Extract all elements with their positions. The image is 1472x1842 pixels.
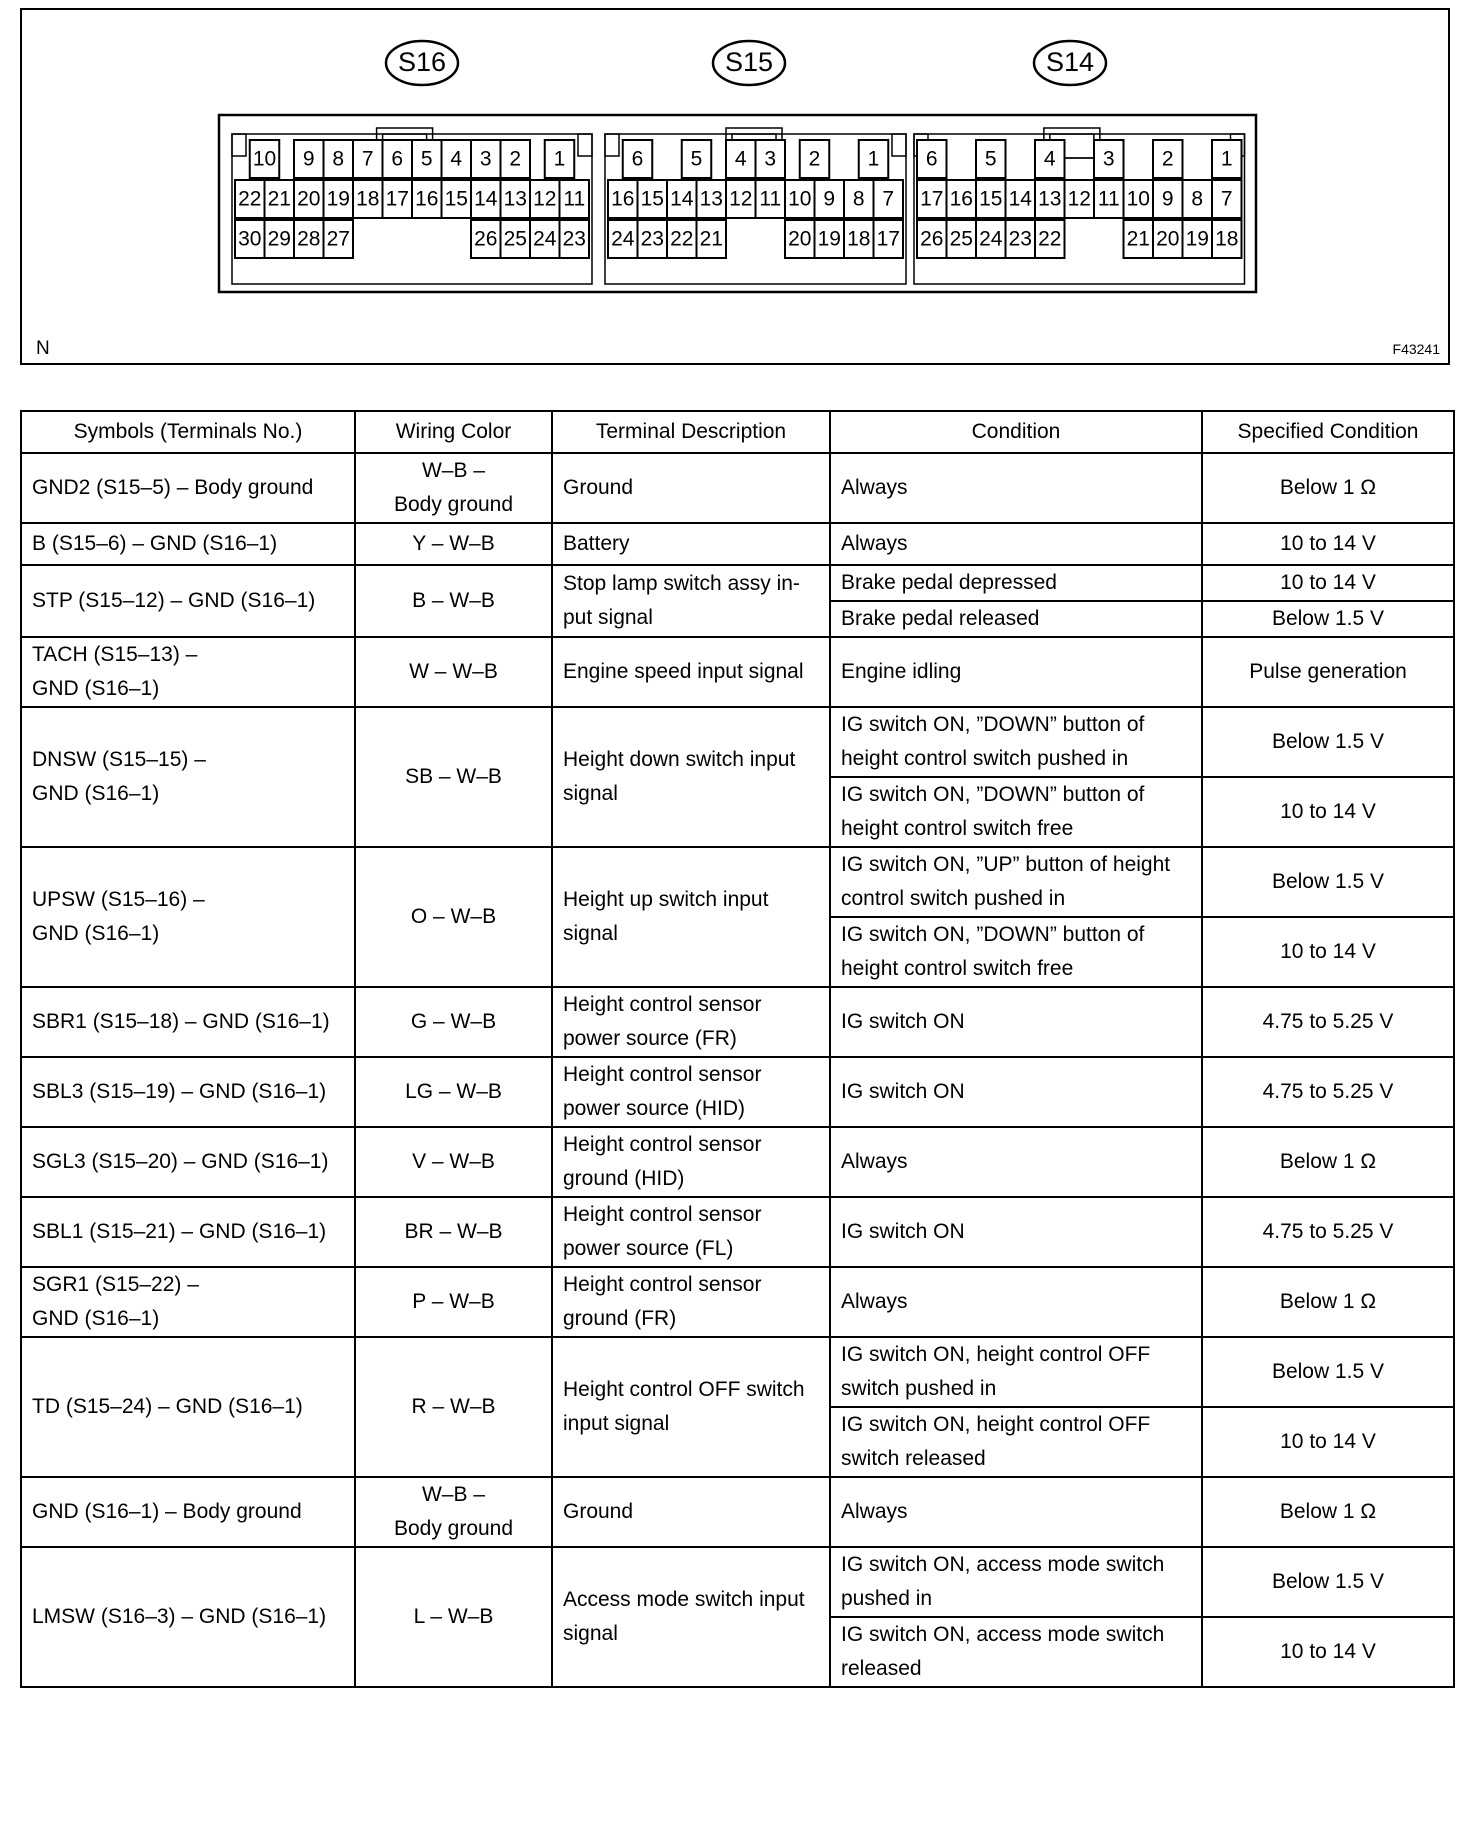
pin-number: 30 [238, 227, 262, 251]
wiring-color-cell: W – W–B [355, 637, 552, 707]
table-row [21, 1477, 1454, 1547]
table-row [21, 637, 1454, 707]
pin-number: 18 [1215, 227, 1239, 251]
description-cell: Height control sensor power source (FL) [552, 1197, 830, 1267]
pin-number: 24 [611, 227, 635, 251]
description-cell: Access mode switch input signal [552, 1547, 830, 1687]
condition-cell: IG switch ON [830, 987, 1202, 1057]
pin-number: 4 [1043, 147, 1056, 171]
condition-cell: IG switch ON, height control OFF switch pushed in [830, 1337, 1202, 1407]
connector-svg [22, 10, 1452, 367]
header-symbols: Symbols (Terminals No.) [21, 411, 355, 453]
spec-cell: Below 1.5 V [1202, 601, 1454, 637]
pin-number: 5 [690, 147, 703, 171]
pin-number: 15 [979, 187, 1003, 211]
spec-cell: 4.75 to 5.25 V [1202, 1197, 1454, 1267]
pin-number: 17 [876, 227, 900, 251]
condition-cell: IG switch ON, ”DOWN” button of height control switch pushed in [830, 707, 1202, 777]
pin-number: 21 [267, 187, 291, 211]
connector-label: S14 [1045, 47, 1095, 78]
pin-number: 11 [1097, 187, 1120, 211]
pin-number: 3 [764, 147, 777, 171]
condition-cell: IG switch ON, ”DOWN” button of height control switch free [830, 777, 1202, 847]
pin-number: 17 [920, 187, 944, 211]
pin-number: 13 [503, 187, 527, 211]
table-row [21, 1547, 1454, 1617]
wiring-color-cell: SB – W–B [355, 707, 552, 847]
pin-number: 2 [1161, 147, 1174, 171]
pin-number: 14 [1008, 187, 1032, 211]
symbol-cell: SBL3 (S15–19) – GND (S16–1) [21, 1057, 355, 1127]
pin-number: 14 [474, 187, 498, 211]
spec-cell: 10 to 14 V [1202, 523, 1454, 565]
pin-number: 23 [640, 227, 664, 251]
pin-number: 21 [699, 227, 723, 251]
condition-cell: Always [830, 1267, 1202, 1337]
pin-number: 18 [847, 227, 871, 251]
condition-cell: IG switch ON [830, 1057, 1202, 1127]
pin-number: 9 [1161, 187, 1174, 211]
pin-number: 8 [852, 187, 865, 211]
description-cell: Battery [552, 523, 830, 565]
pin-number: 12 [729, 187, 753, 211]
table-body [21, 453, 1454, 1687]
wiring-color-cell: G – W–B [355, 987, 552, 1057]
symbol-cell: LMSW (S16–3) – GND (S16–1) [21, 1547, 355, 1687]
description-cell: Height up switch input signal [552, 847, 830, 987]
pin-number: 10 [788, 187, 812, 211]
guide-pin [605, 134, 619, 156]
pin-number: 16 [415, 187, 439, 211]
pin-number: 5 [984, 147, 997, 171]
pin-number: 29 [267, 227, 291, 251]
header-wiring-color: Wiring Color [355, 411, 552, 453]
figure-id: F43241 [1392, 341, 1440, 357]
pin-number: 7 [882, 187, 895, 211]
condition-cell: Always [830, 523, 1202, 565]
condition-cell: IG switch ON, access mode switch pushed in [830, 1547, 1202, 1617]
spec-cell: Below 1 Ω [1202, 1477, 1454, 1547]
wiring-color-cell: W–B – Body ground [355, 453, 552, 523]
pin-number: 2 [808, 147, 821, 171]
description-cell: Stop lamp switch assy in- put signal [552, 565, 830, 637]
pin-number: 12 [1067, 187, 1091, 211]
pin-number: 8 [1191, 187, 1204, 211]
symbol-cell: SGR1 (S15–22) – GND (S16–1) [21, 1267, 355, 1337]
symbol-cell: B (S15–6) – GND (S16–1) [21, 523, 355, 565]
spec-cell: 10 to 14 V [1202, 565, 1454, 601]
table-header-row [21, 411, 1454, 453]
pin-number: 14 [670, 187, 694, 211]
symbol-cell: DNSW (S15–15) – GND (S16–1) [21, 707, 355, 847]
symbol-cell: GND2 (S15–5) – Body ground [21, 453, 355, 523]
pin-number: 20 [297, 187, 321, 211]
spec-cell: Below 1.5 V [1202, 1337, 1454, 1407]
spec-cell: 4.75 to 5.25 V [1202, 1057, 1454, 1127]
wiring-color-cell: L – W–B [355, 1547, 552, 1687]
pin-number: 22 [670, 227, 694, 251]
spec-cell: Below 1.5 V [1202, 707, 1454, 777]
pin-number: 15 [444, 187, 468, 211]
pin-number: 10 [252, 147, 277, 171]
pin-number: 22 [1038, 227, 1062, 251]
pin-number: 6 [925, 147, 938, 171]
condition-cell: Brake pedal released [830, 601, 1202, 637]
pin-number: 9 [823, 187, 836, 211]
condition-cell: IG switch ON, ”UP” button of height control switch pushed in [830, 847, 1202, 917]
spec-cell: Below 1 Ω [1202, 1267, 1454, 1337]
pin-number: 17 [385, 187, 409, 211]
connector-diagram [20, 8, 1450, 365]
pin-number: 26 [474, 227, 498, 251]
pin-number: 19 [326, 187, 350, 211]
guide-pin [232, 134, 246, 156]
pin-number: 1 [1220, 147, 1233, 171]
table-row [21, 1057, 1454, 1127]
pin-number: 19 [817, 227, 841, 251]
wiring-color-cell: LG – W–B [355, 1057, 552, 1127]
pin-number: 6 [391, 147, 404, 171]
description-cell: Height down switch input signal [552, 707, 830, 847]
header-specified-condition: Specified Condition [1202, 411, 1454, 453]
condition-cell: Always [830, 1477, 1202, 1547]
symbol-cell: STP (S15–12) – GND (S16–1) [21, 565, 355, 637]
pin-number: 7 [1220, 187, 1233, 211]
pin-number: 4 [734, 147, 747, 171]
condition-cell: Brake pedal depressed [830, 565, 1202, 601]
description-cell: Engine speed input signal [552, 637, 830, 707]
connector-label: S16 [397, 47, 447, 78]
pin-number: 23 [1008, 227, 1032, 251]
pin-number: 11 [759, 187, 782, 211]
condition-cell: Engine idling [830, 637, 1202, 707]
pin-number: 12 [533, 187, 557, 211]
table-row [21, 847, 1454, 917]
wiring-color-cell: BR – W–B [355, 1197, 552, 1267]
condition-cell: IG switch ON, ”DOWN” button of height control switch free [830, 917, 1202, 987]
header-terminal-description: Terminal Description [552, 411, 830, 453]
pin-number: 25 [949, 227, 973, 251]
wiring-color-cell: B – W–B [355, 565, 552, 637]
table-row [21, 453, 1454, 523]
table-row [21, 1267, 1454, 1337]
pin-number: 23 [562, 227, 586, 251]
pin-number: 18 [356, 187, 380, 211]
description-cell: Height control OFF switch input signal [552, 1337, 830, 1477]
condition-cell: IG switch ON, access mode switch released [830, 1617, 1202, 1687]
wiring-color-cell: V – W–B [355, 1127, 552, 1197]
symbol-cell: SBR1 (S15–18) – GND (S16–1) [21, 987, 355, 1057]
pin-number: 1 [867, 147, 880, 171]
spec-cell: 10 to 14 V [1202, 777, 1454, 847]
spec-cell: Below 1.5 V [1202, 847, 1454, 917]
pin-number: 13 [1038, 187, 1062, 211]
pin-number: 16 [949, 187, 973, 211]
description-cell: Ground [552, 1477, 830, 1547]
table-row [21, 1337, 1454, 1407]
pin-number: 19 [1185, 227, 1209, 251]
description-cell: Height control sensor ground (HID) [552, 1127, 830, 1197]
spec-cell: Below 1 Ω [1202, 1127, 1454, 1197]
pin-number: 27 [326, 227, 350, 251]
condition-cell: Always [830, 453, 1202, 523]
wiring-color-cell: W–B – Body ground [355, 1477, 552, 1547]
pin-number: 6 [631, 147, 644, 171]
condition-cell: IG switch ON, height control OFF switch released [830, 1407, 1202, 1477]
pin-number: 16 [611, 187, 635, 211]
spec-cell: 10 to 14 V [1202, 917, 1454, 987]
spec-cell: 4.75 to 5.25 V [1202, 987, 1454, 1057]
pin-number: 22 [238, 187, 262, 211]
description-cell: Height control sensor power source (HID) [552, 1057, 830, 1127]
condition-cell: IG switch ON [830, 1197, 1202, 1267]
spec-cell: 10 to 14 V [1202, 1407, 1454, 1477]
symbol-cell: GND (S16–1) – Body ground [21, 1477, 355, 1547]
symbol-cell: SBL1 (S15–21) – GND (S16–1) [21, 1197, 355, 1267]
pin-number: 21 [1126, 227, 1150, 251]
table-row [21, 523, 1454, 565]
pin-number: 2 [509, 147, 522, 171]
pin-number: 11 [563, 187, 586, 211]
pin-number: 4 [450, 147, 463, 171]
description-cell: Height control sensor power source (FR) [552, 987, 830, 1057]
symbol-cell: SGL3 (S15–20) – GND (S16–1) [21, 1127, 355, 1197]
wiring-color-cell: O – W–B [355, 847, 552, 987]
condition-cell: Always [830, 1127, 1202, 1197]
guide-pin [578, 134, 592, 156]
wiring-color-cell: P – W–B [355, 1267, 552, 1337]
symbol-cell: TD (S15–24) – GND (S16–1) [21, 1337, 355, 1477]
pin-number: 13 [699, 187, 723, 211]
table-row [21, 1197, 1454, 1267]
pin-number: 20 [788, 227, 812, 251]
table-row [21, 565, 1454, 601]
spec-cell: Below 1 Ω [1202, 453, 1454, 523]
pin-number: 9 [302, 147, 315, 171]
pin-number: 24 [979, 227, 1003, 251]
wiring-color-cell: R – W–B [355, 1337, 552, 1477]
table-row [21, 987, 1454, 1057]
pin-number: 8 [332, 147, 345, 171]
spec-cell: Below 1.5 V [1202, 1547, 1454, 1617]
symbol-cell: TACH (S15–13) – GND (S16–1) [21, 637, 355, 707]
pin-number: 15 [640, 187, 664, 211]
pin-number: 20 [1156, 227, 1180, 251]
description-cell: Ground [552, 453, 830, 523]
description-cell: Height control sensor ground (FR) [552, 1267, 830, 1337]
pin-number: 7 [361, 147, 374, 171]
spec-cell: 10 to 14 V [1202, 1617, 1454, 1687]
connector-label: S15 [724, 47, 774, 78]
pin-number: 24 [533, 227, 557, 251]
pin-number: 25 [503, 227, 527, 251]
table-row [21, 1127, 1454, 1197]
pin-number: 3 [479, 147, 492, 171]
spec-cell: Pulse generation [1202, 637, 1454, 707]
header-condition: Condition [830, 411, 1202, 453]
pin-number: 1 [553, 147, 566, 171]
pin-number: 26 [920, 227, 944, 251]
pin-number: 3 [1102, 147, 1115, 171]
pin-number: 28 [297, 227, 321, 251]
pin-number: 10 [1126, 187, 1150, 211]
pin-number: 5 [420, 147, 433, 171]
wiring-color-cell: Y – W–B [355, 523, 552, 565]
table-row [21, 707, 1454, 777]
corner-label: N [36, 338, 50, 359]
terminal-spec-table [20, 410, 1455, 1688]
guide-pin [892, 134, 906, 156]
symbol-cell: UPSW (S15–16) – GND (S16–1) [21, 847, 355, 987]
